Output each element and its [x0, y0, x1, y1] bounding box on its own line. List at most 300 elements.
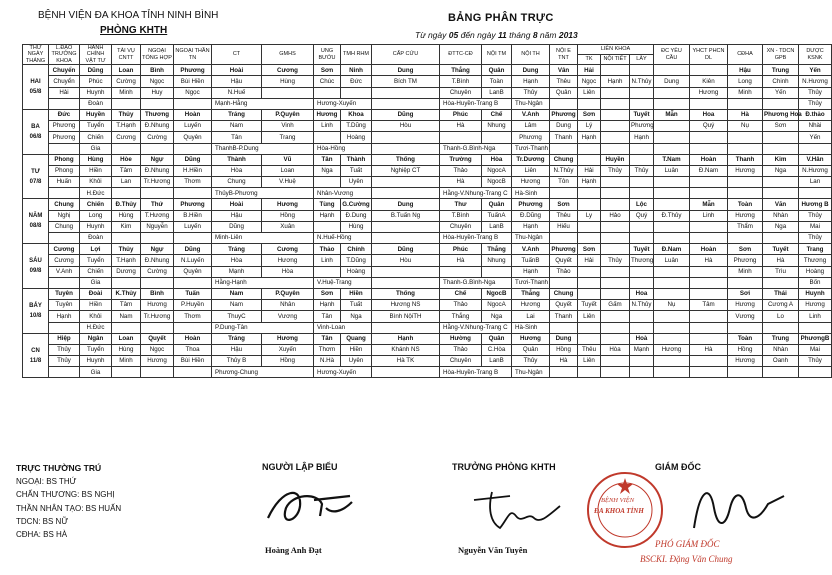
table-cell: Yến	[799, 132, 832, 143]
table-cell: Thảo	[550, 266, 578, 277]
table-cell: Tân	[314, 311, 341, 322]
table-cell: Nguyễn	[141, 221, 174, 232]
table-cell	[690, 98, 728, 109]
table-cell	[372, 221, 440, 232]
table-cell: Huynh	[799, 288, 832, 299]
table-cell: Hải	[578, 65, 601, 76]
table-row	[23, 65, 832, 76]
table-cell: T.Hương	[141, 210, 174, 221]
table-header	[23, 45, 832, 65]
table-cell	[728, 132, 763, 143]
table-cell	[372, 277, 440, 288]
date-month-label: tháng	[509, 30, 531, 40]
table-cell: Hà	[690, 255, 728, 266]
shift-pair-gmhs: N.Huế-Hồng	[314, 233, 372, 244]
table-cell	[174, 143, 212, 154]
table-cell: Nam	[212, 300, 262, 311]
table-cell	[654, 311, 690, 322]
table-cell: Hòa	[482, 154, 512, 165]
table-cell	[728, 188, 763, 199]
day-cell	[23, 154, 49, 199]
table-cell	[578, 277, 601, 288]
table-cell: Mạnh	[212, 266, 262, 277]
column-header: XN - TDCN GPB	[763, 45, 799, 65]
table-cell: Hương	[262, 199, 314, 210]
table-cell: Thảo	[314, 244, 341, 255]
table-cell: Cương A	[763, 300, 799, 311]
table-row	[23, 288, 832, 299]
table-cell: Hùng	[112, 210, 141, 221]
column-header: GMHS	[262, 45, 314, 65]
table-cell: Gia	[80, 277, 112, 288]
table-cell: Tuyết	[763, 244, 799, 255]
table-cell: Tr.Hương	[141, 177, 174, 188]
table-cell: Hạnh	[578, 132, 601, 143]
table-cell: Sơn	[728, 244, 763, 255]
table-cell: Tuấn	[174, 288, 212, 299]
table-cell: Liên	[512, 165, 550, 176]
table-cell	[654, 98, 690, 109]
table-cell: Hùng	[80, 154, 112, 165]
table-cell: Hương	[654, 344, 690, 355]
table-cell: Đ.Thủy	[654, 210, 690, 221]
table-cell: Hiền	[341, 344, 372, 355]
signature-3	[680, 478, 790, 540]
shift-pair-dttc: Thu-Ngân	[512, 367, 550, 378]
table-cell: Tuyết	[630, 244, 654, 255]
table-cell: Đ.Thủy	[112, 199, 141, 210]
table-cell	[141, 322, 174, 333]
table-cell	[601, 188, 630, 199]
shift-pair-emergency: Hằng-V.Nhung-Trang C	[440, 322, 512, 333]
table-cell: Thủy	[630, 165, 654, 176]
table-row	[23, 109, 832, 120]
date-year-label: năm	[539, 30, 557, 40]
table-cell: Thủy	[112, 109, 141, 120]
on-call-line: TDCN: BS NỮ	[16, 516, 69, 526]
table-cell: Hoàn	[690, 154, 728, 165]
table-cell: Hương	[141, 300, 174, 311]
table-cell: Đ.Nhung	[141, 255, 174, 266]
table-cell: Lâm	[512, 121, 550, 132]
table-cell: Hoài	[212, 199, 262, 210]
table-cell	[112, 367, 141, 378]
table-cell: Hòa	[262, 266, 314, 277]
column-header: TÀI VỤ CNTT	[112, 45, 141, 65]
table-cell: Vương	[262, 311, 314, 322]
table-cell	[763, 143, 799, 154]
day-label: 11/8	[29, 357, 42, 364]
table-cell: Hòe	[112, 154, 141, 165]
table-cell	[728, 177, 763, 188]
shift-pair-ct: Minh-Liên	[212, 233, 314, 244]
table-cell	[630, 367, 654, 378]
column-header: HÀNH CHÍNH VẬT TƯ	[80, 45, 112, 65]
table-cell: Tuyết	[630, 109, 654, 120]
table-cell: Tân	[314, 333, 341, 344]
table-cell: Ngự	[141, 244, 174, 255]
table-cell: Dung	[372, 199, 440, 210]
table-cell: Nga	[341, 311, 372, 322]
table-cell: Thủy	[799, 87, 832, 98]
table-cell: Tr.Dương	[512, 154, 550, 165]
table-cell: Bình NộiTH	[372, 311, 440, 322]
column-header: ĐTTC-CĐ	[440, 45, 482, 65]
shift-pair-dttc: Thu-Ngân	[512, 233, 550, 244]
table-cell: Minh	[112, 356, 141, 367]
table-cell	[728, 277, 763, 288]
table-row	[23, 356, 832, 367]
table-cell: Đoài	[80, 288, 112, 299]
table-cell	[601, 244, 630, 255]
table-cell	[601, 177, 630, 188]
table-cell	[49, 322, 80, 333]
table-cell	[690, 356, 728, 367]
table-cell: Bích TM	[372, 76, 440, 87]
table-cell: Hà	[550, 356, 578, 367]
table-cell	[654, 188, 690, 199]
table-cell: PhươngB	[799, 333, 832, 344]
day-cell	[23, 288, 49, 333]
table-cell: Trang	[262, 132, 314, 143]
page-title: BẢNG PHÂN TRỰC	[448, 12, 554, 24]
table-cell: Minh	[728, 87, 763, 98]
table-row	[23, 154, 832, 165]
table-cell: Toàn	[728, 199, 763, 210]
table-cell	[578, 266, 601, 277]
table-cell: Dũng	[372, 244, 440, 255]
table-cell: T.Hạnh	[112, 121, 141, 132]
table-cell	[174, 322, 212, 333]
table-cell: Thoa	[174, 344, 212, 355]
table-cell	[550, 188, 578, 199]
table-cell: Hải	[578, 255, 601, 266]
table-cell: Nam	[212, 121, 262, 132]
table-cell: Ngân	[80, 333, 112, 344]
table-cell	[654, 121, 690, 132]
table-cell: Hương	[262, 333, 314, 344]
shift-pair-ct: Mạnh-Hằng	[212, 98, 314, 109]
table-cell	[690, 177, 728, 188]
table-cell	[630, 65, 654, 76]
table-cell	[578, 154, 601, 165]
table-cell: Luân	[654, 165, 690, 176]
table-cell	[601, 87, 630, 98]
table-cell	[763, 98, 799, 109]
table-row	[23, 221, 832, 232]
table-row	[23, 255, 832, 266]
table-cell: Vân	[550, 65, 578, 76]
table-row	[23, 300, 832, 311]
table-cell: Chuyên	[440, 356, 482, 367]
table-cell: Thư	[440, 199, 482, 210]
table-cell: Tuyết	[578, 300, 601, 311]
table-cell	[440, 266, 482, 277]
table-cell: Gia	[80, 143, 112, 154]
table-cell	[799, 143, 832, 154]
table-cell: Mẫn	[690, 199, 728, 210]
table-cell: Thống	[372, 154, 440, 165]
table-cell: Ngọc	[141, 344, 174, 355]
table-cell: ThuyC	[212, 311, 262, 322]
table-cell	[482, 132, 512, 143]
table-cell: B.Hiền	[174, 210, 212, 221]
day-label: NĂM	[28, 213, 43, 220]
table-row	[23, 333, 832, 344]
table-cell: Phong	[49, 154, 80, 165]
table-cell	[690, 311, 728, 322]
table-cell: Chúc	[314, 76, 341, 87]
day-cell	[23, 199, 49, 244]
table-cell: Vũ	[262, 154, 314, 165]
table-cell: T.Dũng	[341, 255, 372, 266]
table-cell: Đ.Nhung	[141, 165, 174, 176]
table-cell: Nhân	[262, 300, 314, 311]
table-cell: Hương	[728, 356, 763, 367]
table-cell: Khánh NS	[372, 344, 440, 355]
table-cell: Quyên	[174, 132, 212, 143]
column-subheader: NỘI TIẾT	[601, 55, 630, 65]
table-cell: Thành	[341, 154, 372, 165]
on-call-title: TRỰC THƯỜNG TRÚ	[16, 463, 102, 473]
table-cell: Oanh	[763, 356, 799, 367]
table-cell: Sơn	[578, 109, 601, 120]
table-cell: Huynh	[80, 221, 112, 232]
table-cell: Chuyển	[49, 76, 80, 87]
table-cell: Long	[728, 76, 763, 87]
table-row	[23, 277, 832, 288]
table-cell: Hiếu	[550, 221, 578, 232]
column-header: NỘI TM	[482, 45, 512, 65]
table-cell	[601, 199, 630, 210]
table-cell	[578, 221, 601, 232]
table-cell	[141, 367, 174, 378]
table-cell: Hoàng	[799, 266, 832, 277]
table-cell: Quân	[482, 199, 512, 210]
shift-pair-gmhs: Nhân-Vương	[314, 188, 372, 199]
table-cell	[112, 322, 141, 333]
table-cell: G.Cường	[341, 199, 372, 210]
day-label: 09/8	[29, 268, 42, 275]
table-cell: Hương	[141, 356, 174, 367]
table-cell: Tuyển	[80, 344, 112, 355]
table-cell: Toàn	[482, 76, 512, 87]
column-header: NỘI TH	[512, 45, 550, 65]
day-label: 10/8	[29, 312, 42, 319]
table-cell	[601, 367, 630, 378]
table-cell: Hoàng	[341, 266, 372, 277]
table-cell: Mai	[799, 221, 832, 232]
table-cell	[372, 177, 440, 188]
table-row	[23, 210, 832, 221]
table-cell	[690, 266, 728, 277]
table-cell: Quân	[512, 344, 550, 355]
table-cell: Hiền	[80, 165, 112, 176]
table-cell	[690, 233, 728, 244]
table-cell	[372, 132, 440, 143]
table-cell: Hòu	[372, 255, 440, 266]
signer-1-title: NGƯỜI LẬP BIỂU	[262, 462, 338, 472]
table-cell	[372, 266, 440, 277]
shift-pair-ct: Hằng-Hạnh	[212, 277, 314, 288]
table-cell: Hòa	[601, 344, 630, 355]
table-cell: Hương	[262, 255, 314, 266]
table-cell: Phương	[550, 109, 578, 120]
table-cell: LanB	[482, 87, 512, 98]
table-cell: Hạnh	[372, 333, 440, 344]
day-label: BẢY	[29, 302, 42, 309]
table-cell	[578, 322, 601, 333]
table-cell	[630, 221, 654, 232]
table-cell	[601, 311, 630, 322]
table-cell	[690, 367, 728, 378]
table-cell: Quân	[482, 333, 512, 344]
table-cell	[112, 98, 141, 109]
table-cell: Hạnh	[314, 300, 341, 311]
date-year: 2013	[558, 30, 578, 40]
table-cell: Huynh	[80, 356, 112, 367]
table-cell	[601, 233, 630, 244]
table-cell: Lai	[512, 311, 550, 322]
table-cell: Mai	[799, 344, 832, 355]
on-call-line: NGOẠI: BS THỨ	[16, 477, 77, 487]
date-to: 11	[497, 30, 507, 40]
column-subheader: TK	[578, 55, 601, 65]
table-row	[23, 188, 832, 199]
table-body	[23, 65, 832, 378]
table-cell: Tâm	[112, 300, 141, 311]
table-cell: Uyên	[341, 356, 372, 367]
table-cell: Thảo	[440, 344, 482, 355]
table-cell: Hương B	[799, 199, 832, 210]
table-cell: Hương	[512, 333, 550, 344]
table-cell: Minh	[112, 87, 141, 98]
table-cell: Đoàn	[80, 98, 112, 109]
table-cell	[49, 277, 80, 288]
table-cell: Tâm	[112, 165, 141, 176]
table-cell	[654, 65, 690, 76]
table-cell: Nga	[763, 221, 799, 232]
shift-pair-ct: ThanhB-P.Dung	[212, 143, 314, 154]
table-cell: Dũng	[80, 65, 112, 76]
table-row	[23, 87, 832, 98]
table-cell: Dũng	[212, 221, 262, 232]
table-cell: P.Quyên	[262, 109, 314, 120]
table-cell: Thanh	[728, 154, 763, 165]
table-cell: Linh	[314, 255, 341, 266]
table-cell: N.Huế	[212, 87, 262, 98]
table-cell: Phương	[512, 132, 550, 143]
table-cell	[630, 87, 654, 98]
table-cell	[341, 87, 372, 98]
duty-roster-table	[22, 44, 832, 378]
table-cell	[654, 199, 690, 210]
table-cell: Luyến	[174, 221, 212, 232]
table-cell	[372, 322, 440, 333]
table-cell: Khôi	[80, 177, 112, 188]
signer-2-title: TRƯỞNG PHÒNG KHTH	[452, 462, 556, 472]
table-cell	[49, 367, 80, 378]
table-cell: T.Nam	[654, 154, 690, 165]
table-cell: Hà	[440, 121, 482, 132]
table-cell: Phương	[728, 255, 763, 266]
table-cell: T.Dũng	[341, 121, 372, 132]
table-cell	[174, 233, 212, 244]
signer-1-name: Hoàng Anh Đạt	[265, 545, 322, 555]
table-cell: Phúc	[440, 244, 482, 255]
table-cell	[690, 322, 728, 333]
shift-pair-emergency: Hòa-Huyền-Trang B	[440, 98, 512, 109]
shift-pair-dttc: Hà-Sinh	[512, 188, 550, 199]
table-cell	[372, 367, 440, 378]
table-cell: Hải	[49, 87, 80, 98]
table-cell	[601, 121, 630, 132]
table-cell: Loan	[112, 333, 141, 344]
table-cell	[578, 367, 601, 378]
table-cell: LanB	[482, 356, 512, 367]
table-cell	[601, 266, 630, 277]
column-header: UNG BƯỚU	[314, 45, 341, 65]
table-cell: Hoà	[630, 333, 654, 344]
table-cell	[372, 233, 440, 244]
day-label: 06/8	[29, 133, 42, 140]
table-cell: Thủy	[799, 233, 832, 244]
table-cell: Hoàn	[174, 109, 212, 120]
signer-3-title: GIÁM ĐỐC	[655, 462, 701, 472]
table-cell	[372, 188, 440, 199]
table-cell	[601, 109, 630, 120]
table-cell	[630, 322, 654, 333]
table-cell: Bình	[141, 65, 174, 76]
on-call-resident	[16, 462, 121, 541]
shift-pair-gmhs: Vinh-Loan	[314, 322, 372, 333]
table-cell: Hậu	[212, 210, 262, 221]
table-cell: Hậu	[728, 65, 763, 76]
table-cell: Trang	[799, 244, 832, 255]
table-cell: Gia	[80, 367, 112, 378]
table-cell: Hương	[512, 177, 550, 188]
shift-pair-emergency: Thanh-G.Bình-Nga	[440, 277, 512, 288]
table-cell: K.Thủy	[112, 288, 141, 299]
table-cell: C.Hòa	[482, 344, 512, 355]
table-cell: Long	[80, 210, 112, 221]
column-header: ĐC YÊU CẦU	[654, 45, 690, 65]
table-cell	[550, 233, 578, 244]
table-cell: Hương	[728, 300, 763, 311]
table-cell: Đ.Dũng	[512, 210, 550, 221]
table-cell	[763, 277, 799, 288]
table-cell	[654, 177, 690, 188]
table-cell: Phúc	[440, 109, 482, 120]
table-cell: Chuyên	[440, 221, 482, 232]
table-cell: Ngọc	[141, 76, 174, 87]
table-row	[23, 143, 832, 154]
table-cell: Ngự	[141, 154, 174, 165]
table-cell: Hương	[799, 300, 832, 311]
table-cell	[763, 322, 799, 333]
shift-pair-dttc: Tươi-Thanh	[512, 143, 550, 154]
shift-pair-ct: P.Dung-Tân	[212, 322, 314, 333]
day-cell	[23, 109, 49, 154]
table-cell: Quyết	[141, 333, 174, 344]
table-cell: Hà TK	[372, 356, 440, 367]
table-cell	[654, 288, 690, 299]
table-cell: Linh	[690, 210, 728, 221]
table-cell: H.Đức	[80, 322, 112, 333]
table-cell: Phương	[49, 121, 80, 132]
table-cell	[578, 333, 601, 344]
table-cell: Dũng	[174, 154, 212, 165]
